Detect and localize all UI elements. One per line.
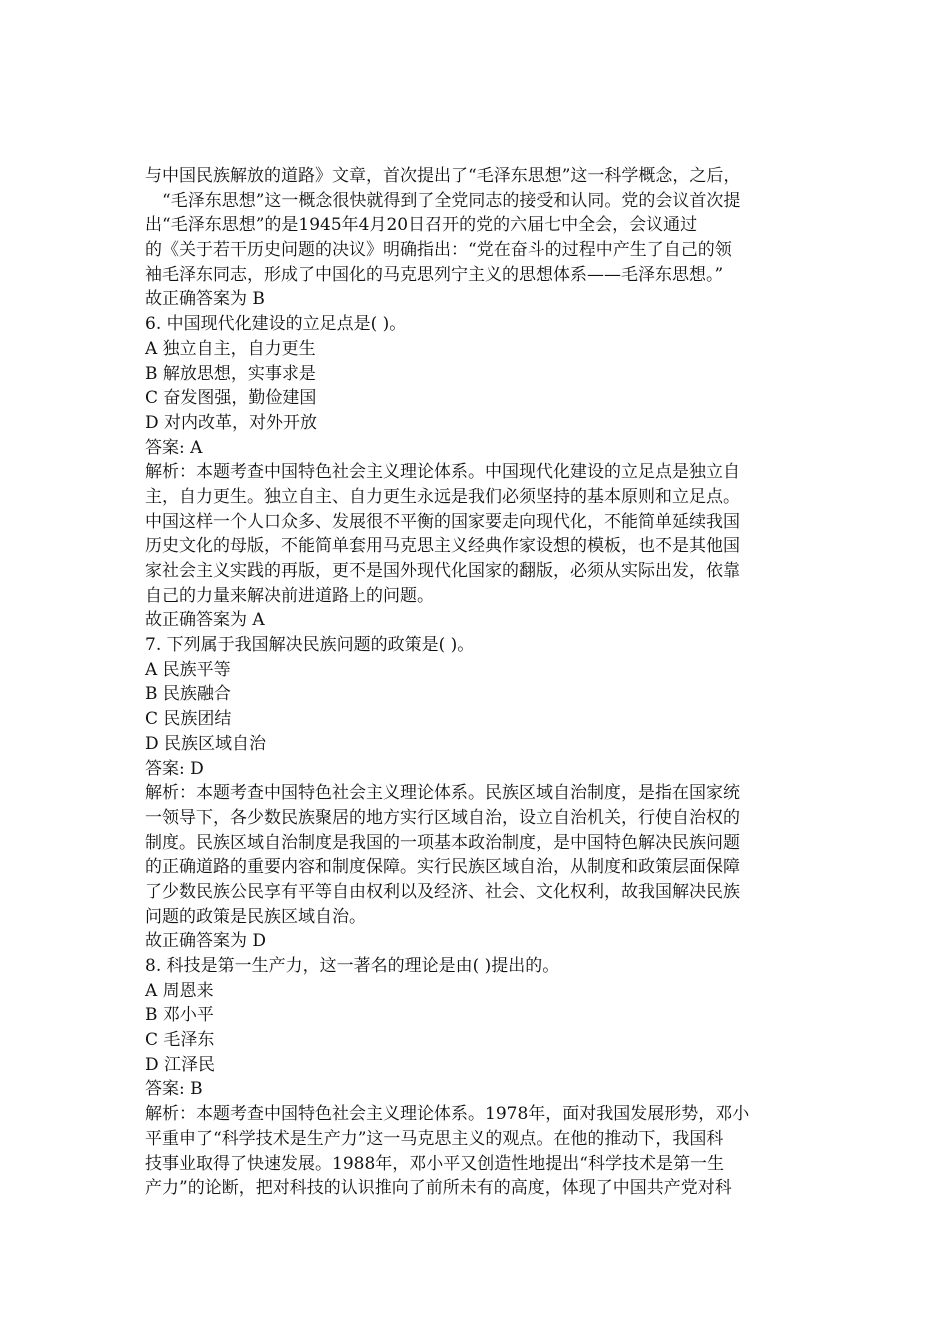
conclusion: 故正确答案为 B <box>145 289 265 310</box>
option-a: A 独立自主，自力更生 <box>145 338 316 359</box>
answer: 答案: B <box>145 1079 203 1100</box>
analysis-line: 问题的政策是民族区域自治。 <box>145 906 366 927</box>
answer: 答案: A <box>145 437 203 458</box>
option-b: B 邓小平 <box>145 1005 214 1026</box>
intro-line: 出“毛泽东思想”的是1945年4月20日召开的党的六届七中全会，会议通过 <box>145 215 698 236</box>
analysis-line: 历史文化的母版，不能简单套用马克思主义经典作家设想的模板，也不是其他国 <box>145 536 740 557</box>
analysis-line: 了少数民族公民享有平等自由权利以及经济、社会、文化权利，故我国解决民族 <box>145 881 740 902</box>
analysis-line: 家社会主义实践的再版，更不是国外现代化国家的翻版，必须从实际出发，依靠 <box>145 561 740 581</box>
intro-line: 与中国民族解放的道路》文章，首次提出了“毛泽东思想”这一科学概念，之后， <box>145 166 741 186</box>
analysis-line: 一领导下，各少数民族聚居的地方实行区域自治，设立自治机关，行使自治权的 <box>145 807 740 828</box>
option-b: B 解放思想，实事求是 <box>145 363 316 384</box>
option-a: A 民族平等 <box>145 659 231 680</box>
analysis-line: 产力”的论断，把对科技的认识推向了前所未有的高度，体现了中国共产党对科 <box>145 1178 732 1199</box>
analysis-line: 解析：本题考查中国特色社会主义理论体系。1978年，面对我国发展形势，邓小 <box>145 1104 750 1125</box>
option-b: B 民族融合 <box>145 684 231 705</box>
option-d: D 对内改革，对外开放 <box>145 412 318 433</box>
intro-line: 袖毛泽东同志，形成了中国化的马克思列宁主义的思想体系——毛泽东思想。” <box>145 264 724 285</box>
question-stem: 6. 中国现代化建设的立足点是( )。 <box>145 314 407 335</box>
analysis-line: 技事业取得了快速发展。1988年，邓小平又创造性地提出“科学技术是第一生 <box>145 1153 724 1174</box>
conclusion: 故正确答案为 A <box>145 610 265 631</box>
question-8 <box>145 954 813 1201</box>
option-a: A 周恩来 <box>145 980 214 1001</box>
intro-line: “毛泽东思想”这一概念很快就得到了全党同志的接受和认同。党的会议首次提 <box>162 190 741 211</box>
option-c: C 毛泽东 <box>145 1030 215 1051</box>
option-c: C 民族团结 <box>145 709 232 730</box>
analysis-line: 解析：本题考查中国特色社会主义理论体系。民族区域自治制度，是指在国家统 <box>145 783 740 804</box>
option-d: D 民族区域自治 <box>145 733 267 754</box>
intro-analysis <box>145 164 813 312</box>
option-d: D 江泽民 <box>145 1054 216 1075</box>
intro-line: 的《关于若干历史问题的决议》明确指出：“党在奋斗的过程中产生了自己的领 <box>145 240 732 261</box>
analysis-line: 制度。民族区域自治制度是我国的一项基本政治制度，是中国特色解决民族问题 <box>145 832 740 853</box>
analysis-line: 解析：本题考查中国特色社会主义理论体系。中国现代化建设的立足点是独立自 <box>145 462 740 483</box>
analysis-line: 平重申了“科学技术是生产力”这一马克思主义的观点。在他的推动下，我国科 <box>145 1128 724 1149</box>
analysis-line: 主，自力更生。独立自主、自力更生永远是我们必须坚持的基本原则和立足点。 <box>145 486 740 507</box>
document-page <box>145 164 813 1201</box>
analysis-line: 的正确道路的重要内容和制度保障。实行民族区域自治，从制度和政策层面保障 <box>145 857 740 878</box>
question-stem: 7. 下列属于我国解决民族问题的政策是( )。 <box>145 635 475 656</box>
analysis-line: 自己的力量来解决前进道路上的问题。 <box>145 585 434 606</box>
option-c: C 奋发图强，勤俭建国 <box>145 388 317 409</box>
question-6 <box>145 312 813 633</box>
question-stem: 8. 科技是第一生产力，这一著名的理论是由( )提出的。 <box>145 956 560 976</box>
conclusion: 故正确答案为 D <box>145 931 267 952</box>
analysis-line: 中国这样一个人口众多、发展很不平衡的国家要走向现代化，不能简单延续我国 <box>145 511 740 532</box>
question-7 <box>145 633 813 954</box>
answer: 答案: D <box>145 758 204 779</box>
